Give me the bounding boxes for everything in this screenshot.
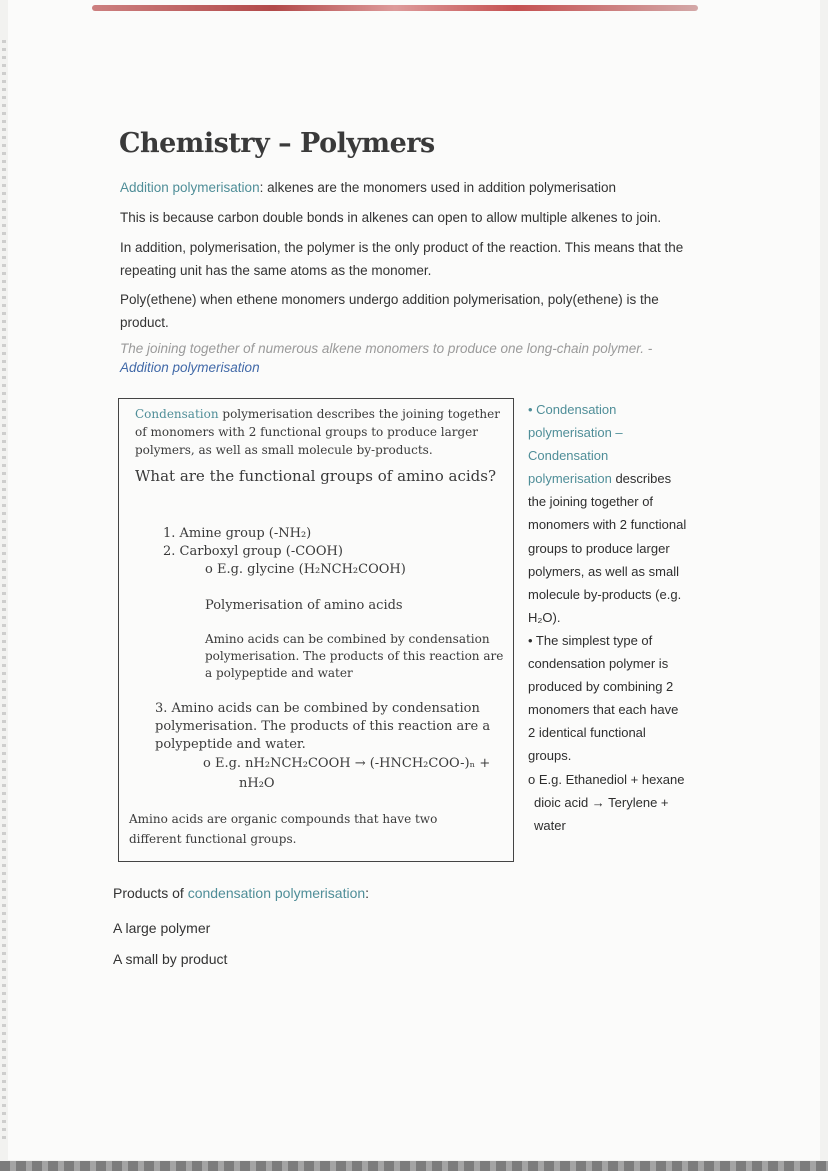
equation-line-2: nH₂O xyxy=(239,776,275,791)
polyethene-paragraph: Poly(ethene) when ethene monomers undergo addition polymerisation, poly(ethene) is the product. xyxy=(120,292,659,330)
box-intro: Condensation polymerisation describes the joining together of monomers with 2 functional groups to produce larger polymers, as well as small molecule by-products. xyxy=(135,407,500,457)
list-item-condensation: 3. Amino acids can be combined by condensation polymerisation. The products of this reaction are a polypeptide and water. xyxy=(155,701,491,752)
double-bond-paragraph: This is because carbon double bonds in alkenes can open to allow multiple alkenes to join. xyxy=(120,210,662,225)
addition-paragraph: Addition polymerisation: alkenes are the monomers used in addition polymerisation xyxy=(120,180,617,195)
equation-line-1: o E.g. nH₂NCH₂COOH → (-HNCH₂COO-)ₙ + xyxy=(203,756,491,771)
scan-bottom-edge xyxy=(0,1161,828,1171)
definition-paragraph: The joining together of numerous alkene monomers to produce one long-chain polymer. - Addition polymerisation xyxy=(120,341,653,375)
products-heading: Products of condensation polymerisation: xyxy=(113,885,370,901)
glycine-example: o E.g. glycine (H₂NCH₂COOH) xyxy=(205,562,406,577)
definition-term: Addition polymerisation xyxy=(120,360,260,375)
addition-term: Addition polymerisation xyxy=(120,180,260,195)
sub-heading: Polymerisation of amino acids xyxy=(205,598,403,613)
condensation-box xyxy=(118,398,514,862)
page-title: Chemistry – Polymers xyxy=(119,128,435,159)
product-item-polymer: A large polymer xyxy=(113,920,211,936)
list-item-amine: 1. Amine group (-NH₂) xyxy=(163,526,312,541)
single-product-paragraph: In addition, polymerisation, the polymer is the only product of the reaction. This means that the repeating unit has the same atoms as the monomer. xyxy=(120,240,684,278)
scan-left-edge xyxy=(2,40,6,1140)
sub-text: Amino acids can be combined by condensation polymerisation. The products of this reaction are a polypeptide and water xyxy=(205,632,504,680)
scan-top-edge xyxy=(92,5,698,11)
box-footer: Amino acids are organic compounds that have two different functional groups. xyxy=(129,812,438,846)
box-question: What are the functional groups of amino acids? xyxy=(135,467,496,485)
list-item-carboxyl: 2. Carboxyl group (-COOH) xyxy=(163,544,343,559)
side-notes: • Condensation polymerisation – Condensation polymerisation describes the joining together of monomers with 2 functional groups to produce larger polymers, as well as small molecule by-products (e.g. H₂O). • The simplest type of condensation polymer is produced by combining 2 monomers that each have 2 identical functional groups. o E.g. Ethanediol + hexane dioic acid → Terylene + water xyxy=(528,402,687,833)
product-item-byproduct: A small by product xyxy=(113,951,228,967)
